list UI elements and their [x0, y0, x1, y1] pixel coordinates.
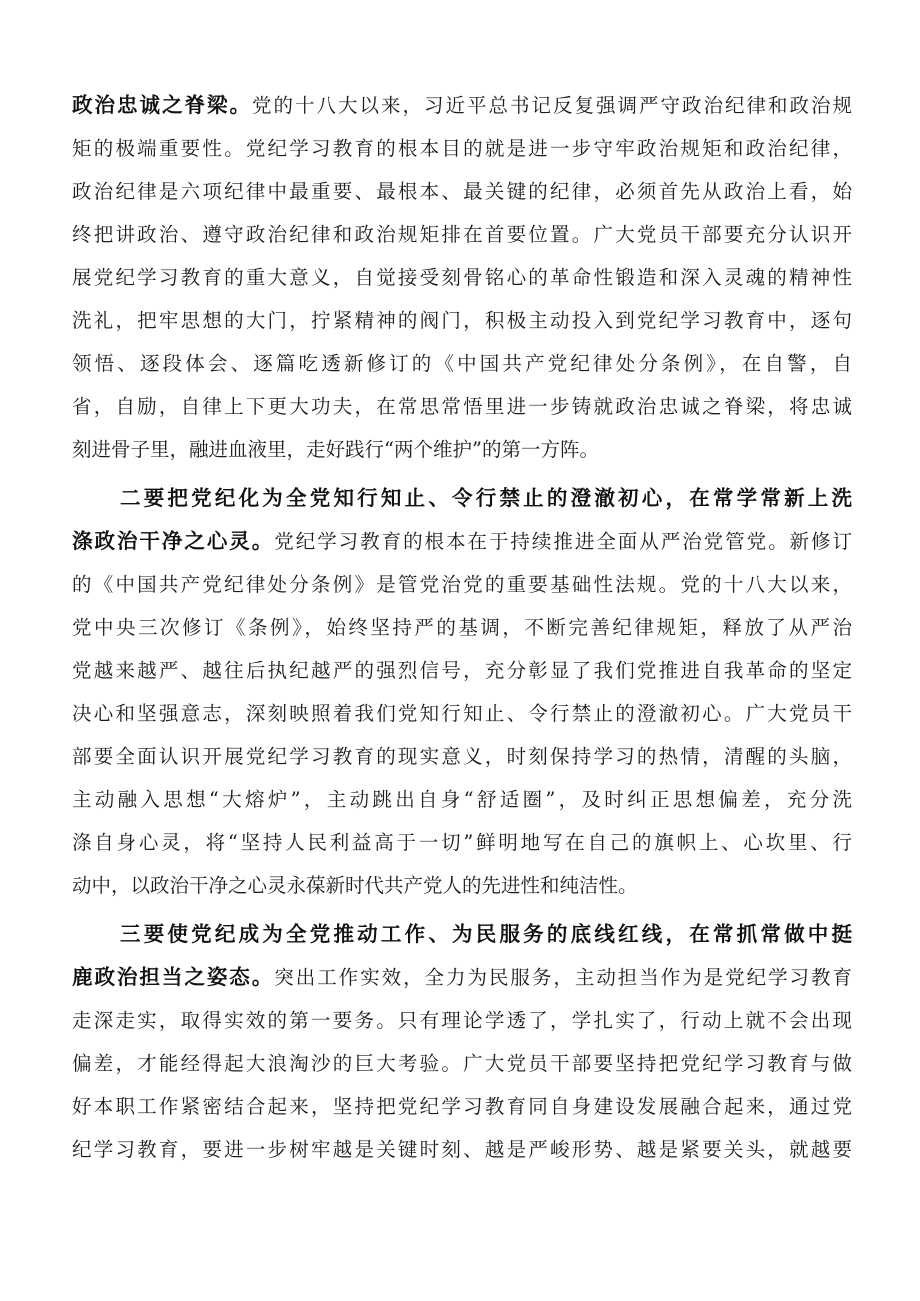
body-text: 领悟、逐段体会、逐篇吃透新修订的《中国共产党纪律处分条例》，在自警，自: [72, 352, 852, 375]
body-text: 主动融入思想“大熔炉”，主动跳出自身“舒适圈”，及时纠正思想偏差，充分洗: [72, 788, 852, 811]
text-line: [72, 563, 852, 606]
bold-heading: 三要使党纪成为全党推动工作、为民服务的底线红线，在常抓常做中挺: [120, 922, 852, 946]
text-line: [72, 1128, 852, 1171]
text-line: [72, 956, 852, 999]
document-body: [72, 84, 852, 1171]
body-text: 洗礼，把牢思想的大门，拧紧精神的阀门，积极主动投入到党纪学习教育中，逐句: [72, 309, 852, 332]
paragraph-1: [72, 84, 852, 471]
body-text: 终把讲政治、遵守政治纪律和政治规矩排在首要位置。广大党员干部要充分认识开: [72, 223, 852, 246]
body-text: 党的十八大以来，习近平总书记反复强调严守政治纪律和政治规: [252, 94, 852, 117]
text-line: [72, 84, 852, 127]
text-line: [72, 1085, 852, 1128]
text-line: [72, 127, 852, 170]
body-text: 纪学习教育，要进一步树牢越是关键时刻、越是严峻形势、越是紧要关头，就越要: [72, 1138, 852, 1161]
body-text: 展党纪学习教育的重大意义，自觉接受刻骨铭心的革命性锻造和深入灵魂的精神性: [72, 266, 852, 289]
text-line: [72, 256, 852, 299]
body-text: 涤自身心灵，将“坚持人民利益高于一切”鲜明地写在自己的旗帜上、心坎里、行: [72, 831, 852, 854]
body-text: 党中央三次修订《条例》，始终坚持严的基调，不断完善纪律规矩，释放了从严治: [72, 616, 852, 639]
text-line: [72, 649, 852, 692]
body-text: 偏差，才能经得起大浪淘沙的巨大考验。广大党员干部要坚持把党纪学习教育与做: [72, 1052, 852, 1075]
body-text: 动中，以政治干净之心灵永葆新时代共产党人的先进性和纯洁性。: [72, 874, 638, 897]
text-line: [72, 520, 852, 563]
text-line: [72, 913, 852, 956]
bold-heading-fragment: 涤政治干净之心灵。: [72, 529, 275, 553]
paragraph-2: [72, 477, 852, 907]
text-line: [72, 299, 852, 342]
text-line: [72, 170, 852, 213]
text-line: [72, 606, 852, 649]
body-text: 党纪学习教育的根本在于持续推进全面从严治党管党。新修订: [274, 530, 852, 553]
text-line: [72, 821, 852, 864]
text-line: [72, 1042, 852, 1085]
text-line: [72, 999, 852, 1042]
body-text: 的《中国共产党纪律处分条例》是管党治党的重要基础性法规。党的十八大以来，: [72, 573, 852, 596]
body-text: 省，自励，自律上下更大功夫，在常思常悟里进一步铸就政治忠诚之脊梁，将忠诚: [72, 395, 852, 418]
bold-heading-fragment: 鹿政治担当之姿态。: [72, 965, 275, 989]
bold-heading-fragment: 政治忠诚之脊梁。: [72, 93, 252, 117]
text-line: [72, 428, 852, 471]
text-line: [72, 385, 852, 428]
text-line: [72, 342, 852, 385]
body-text: 刻进骨子里，融进血液里，走好践行“两个维护”的第一方阵。: [72, 438, 599, 461]
body-text: 突出工作实效，全力为民服务，主动担当作为是党纪学习教育: [274, 966, 852, 989]
text-line: [72, 864, 852, 907]
text-line: [72, 778, 852, 821]
body-text: 走深走实，取得实效的第一要务。只有理论学透了，学扎实了，行动上就不会出现: [72, 1009, 852, 1032]
text-line: [72, 213, 852, 256]
bold-heading: 二要把党纪化为全党知行知止、令行禁止的澄澈初心，在常学常新上洗: [120, 486, 852, 510]
body-text: 政治纪律是六项纪律中最重要、最根本、最关键的纪律，必须首先从政治上看，始: [72, 180, 852, 203]
text-line: [72, 477, 852, 520]
body-text: 部要全面认识开展党纪学习教育的现实意义，时刻保持学习的热情，清醒的头脑，: [72, 745, 852, 768]
body-text: 好本职工作紧密结合起来，坚持把党纪学习教育同自身建设发展融合起来，通过党: [72, 1095, 852, 1118]
body-text: 矩的极端重要性。党纪学习教育的根本目的就是进一步守牢政治规矩和政治纪律，: [72, 137, 852, 160]
body-text: 党越来越严、越往后执纪越严的强烈信号，充分彰显了我们党推进自我革命的坚定: [72, 659, 852, 682]
body-text: 决心和坚强意志，深刻映照着我们党知行知止、令行禁止的澄澈初心。广大党员干: [72, 702, 852, 725]
paragraph-3: [72, 913, 852, 1171]
text-line: [72, 692, 852, 735]
text-line: [72, 735, 852, 778]
